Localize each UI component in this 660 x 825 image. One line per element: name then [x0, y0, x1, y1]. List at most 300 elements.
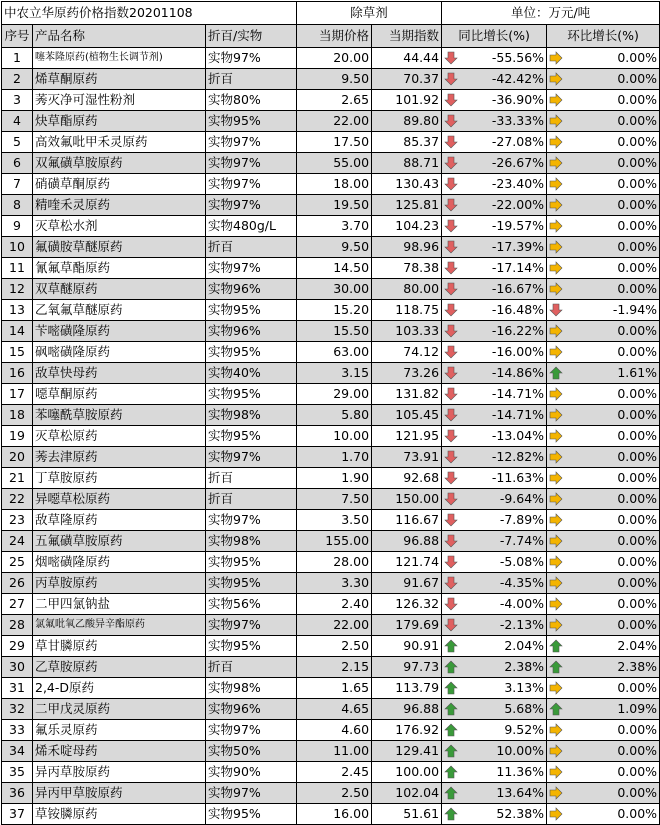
row-product-name: 苄嘧磺隆原药 — [33, 321, 206, 342]
row-price: 22.00 — [297, 111, 372, 132]
row-spec: 实物97% — [206, 510, 297, 531]
row-index: 176.92 — [372, 720, 442, 741]
row-price: 22.00 — [297, 615, 372, 636]
row-yoy-value: -16.00% — [491, 344, 545, 359]
row-yoy — [442, 195, 547, 216]
row-yoy — [442, 594, 547, 615]
arrow-down-icon — [444, 219, 458, 233]
row-yoy — [442, 657, 547, 678]
row-index: 125.81 — [372, 195, 442, 216]
row-mom-value: 1.09% — [617, 701, 658, 716]
row-product-name: 精喹禾灵原药 — [33, 195, 206, 216]
row-spec: 折百 — [206, 489, 297, 510]
row-mom — [547, 174, 660, 195]
row-yoy — [442, 342, 547, 363]
arrow-right-icon — [549, 429, 563, 443]
arrow-down-icon — [444, 72, 458, 86]
row-index: 150.00 — [372, 489, 442, 510]
row-yoy-value: -17.39% — [491, 239, 545, 254]
row-product-name: 乙草胺原药 — [33, 657, 206, 678]
table-row — [2, 216, 660, 237]
arrow-down-icon — [444, 387, 458, 401]
row-mom — [547, 573, 660, 594]
row-product-name: 草铵膦原药 — [33, 804, 206, 825]
table-row — [2, 468, 660, 489]
row-price: 55.00 — [297, 153, 372, 174]
title-row — [2, 2, 660, 25]
table-row — [2, 426, 660, 447]
row-price: 7.50 — [297, 489, 372, 510]
row-yoy-value: -12.82% — [491, 449, 545, 464]
row-price: 10.00 — [297, 426, 372, 447]
row-mom-value: 0.00% — [617, 806, 658, 821]
row-product-name: 敌草快母药 — [33, 363, 206, 384]
arrow-down-icon — [444, 114, 458, 128]
row-mom — [547, 426, 660, 447]
arrow-up-icon — [549, 702, 563, 716]
row-spec: 实物97% — [206, 48, 297, 69]
arrow-up-icon — [444, 660, 458, 674]
row-yoy — [442, 510, 547, 531]
row-seq: 37 — [2, 804, 33, 825]
row-seq: 16 — [2, 363, 33, 384]
arrow-down-icon — [444, 135, 458, 149]
row-product-name: 氯氟吡氧乙酸异辛酯原药 — [33, 615, 206, 636]
row-yoy-value: -33.33% — [491, 113, 545, 128]
arrow-down-icon — [444, 408, 458, 422]
row-yoy — [442, 552, 547, 573]
arrow-up-icon — [444, 765, 458, 779]
arrow-down-icon — [444, 324, 458, 338]
row-yoy-value: -7.89% — [499, 512, 545, 527]
row-yoy-value: -11.63% — [491, 470, 545, 485]
row-index: 74.12 — [372, 342, 442, 363]
row-product-name: 丁草胺原药 — [33, 468, 206, 489]
arrow-right-icon — [549, 387, 563, 401]
row-mom-value: 0.00% — [617, 239, 658, 254]
row-mom-value: 0.00% — [617, 407, 658, 422]
table-row — [2, 90, 660, 111]
row-mom-value: 0.00% — [617, 260, 658, 275]
row-yoy — [442, 615, 547, 636]
row-mom — [547, 48, 660, 69]
row-seq: 4 — [2, 111, 33, 132]
arrow-down-icon — [444, 93, 458, 107]
row-price: 3.30 — [297, 573, 372, 594]
table-row — [2, 258, 660, 279]
row-yoy — [442, 783, 547, 804]
arrow-down-icon — [444, 555, 458, 569]
row-index: 104.23 — [372, 216, 442, 237]
arrow-right-icon — [549, 786, 563, 800]
row-product-name: 噻苯隆原药(植物生长调节剂) — [33, 48, 206, 69]
table-row — [2, 384, 660, 405]
row-index: 96.88 — [372, 699, 442, 720]
row-seq: 12 — [2, 279, 33, 300]
row-yoy-value: -7.74% — [499, 533, 545, 548]
arrow-up-icon — [549, 660, 563, 674]
arrow-down-icon — [444, 450, 458, 464]
row-seq: 24 — [2, 531, 33, 552]
row-mom — [547, 678, 660, 699]
row-yoy-value: -26.67% — [491, 155, 545, 170]
arrow-down-icon — [444, 282, 458, 296]
arrow-right-icon — [549, 534, 563, 548]
row-product-name: 2,4-D原药 — [33, 678, 206, 699]
row-index: 80.00 — [372, 279, 442, 300]
row-mom — [547, 258, 660, 279]
row-spec: 折百 — [206, 69, 297, 90]
row-spec: 实物95% — [206, 636, 297, 657]
arrow-up-icon — [444, 681, 458, 695]
row-spec: 实物90% — [206, 762, 297, 783]
row-price: 2.40 — [297, 594, 372, 615]
row-mom-value: 0.00% — [617, 155, 658, 170]
table-row — [2, 321, 660, 342]
row-index: 116.67 — [372, 510, 442, 531]
arrow-right-icon — [549, 345, 563, 359]
row-yoy-value: -2.13% — [499, 617, 545, 632]
row-mom — [547, 531, 660, 552]
row-index: 92.68 — [372, 468, 442, 489]
row-yoy-value: -13.04% — [491, 428, 545, 443]
row-index: 96.88 — [372, 531, 442, 552]
arrow-right-icon — [549, 198, 563, 212]
row-price: 4.60 — [297, 720, 372, 741]
row-mom — [547, 762, 660, 783]
arrow-down-icon — [444, 198, 458, 212]
row-seq: 9 — [2, 216, 33, 237]
row-spec: 实物98% — [206, 678, 297, 699]
row-spec: 实物95% — [206, 342, 297, 363]
row-yoy — [442, 531, 547, 552]
row-index: 129.41 — [372, 741, 442, 762]
row-yoy-value: -14.71% — [491, 407, 545, 422]
row-seq: 15 — [2, 342, 33, 363]
row-spec: 折百 — [206, 237, 297, 258]
row-mom-value: 0.00% — [617, 134, 658, 149]
row-product-name: 二甲戊灵原药 — [33, 699, 206, 720]
row-product-name: 苯噻酰草胺原药 — [33, 405, 206, 426]
row-mom — [547, 699, 660, 720]
row-mom-value: 0.00% — [617, 680, 658, 695]
arrow-down-icon — [444, 51, 458, 65]
row-yoy-value: -16.22% — [491, 323, 545, 338]
row-spec: 实物480g/L — [206, 216, 297, 237]
row-seq: 36 — [2, 783, 33, 804]
row-mom — [547, 405, 660, 426]
arrow-down-icon — [444, 156, 458, 170]
arrow-up-icon — [444, 639, 458, 653]
arrow-right-icon — [549, 156, 563, 170]
row-yoy — [442, 363, 547, 384]
row-product-name: 草甘膦原药 — [33, 636, 206, 657]
row-spec: 实物95% — [206, 384, 297, 405]
row-product-name: 氰氟草酯原药 — [33, 258, 206, 279]
arrow-up-icon — [444, 723, 458, 737]
table-row — [2, 342, 660, 363]
row-spec: 实物97% — [206, 720, 297, 741]
row-spec: 实物97% — [206, 132, 297, 153]
row-product-name: 烯禾啶母药 — [33, 741, 206, 762]
row-index: 105.45 — [372, 405, 442, 426]
table-row — [2, 153, 660, 174]
arrow-down-icon — [444, 576, 458, 590]
row-spec: 实物96% — [206, 321, 297, 342]
row-product-name: 双氟磺草胺原药 — [33, 153, 206, 174]
table-row — [2, 762, 660, 783]
row-yoy-value: -36.90% — [491, 92, 545, 107]
row-mom-value: 0.00% — [617, 197, 658, 212]
row-mom — [547, 300, 660, 321]
row-seq: 6 — [2, 153, 33, 174]
table-row — [2, 195, 660, 216]
row-price: 2.65 — [297, 90, 372, 111]
row-yoy-value: 52.38% — [496, 806, 545, 821]
row-mom — [547, 594, 660, 615]
row-yoy — [442, 174, 547, 195]
row-index: 85.37 — [372, 132, 442, 153]
row-product-name: 丙草胺原药 — [33, 573, 206, 594]
row-index: 179.69 — [372, 615, 442, 636]
row-mom-value: 0.00% — [617, 323, 658, 338]
row-seq: 32 — [2, 699, 33, 720]
row-mom-value: 0.00% — [617, 617, 658, 632]
row-yoy — [442, 636, 547, 657]
arrow-right-icon — [549, 261, 563, 275]
table-row — [2, 678, 660, 699]
arrow-right-icon — [549, 450, 563, 464]
row-yoy — [442, 447, 547, 468]
table-row — [2, 48, 660, 69]
row-mom-value: 0.00% — [617, 449, 658, 464]
row-product-name: 氟磺胺草醚原药 — [33, 237, 206, 258]
row-mom — [547, 447, 660, 468]
row-seq: 29 — [2, 636, 33, 657]
row-price: 16.00 — [297, 804, 372, 825]
row-yoy-value: -17.14% — [491, 260, 545, 275]
row-spec: 实物96% — [206, 279, 297, 300]
row-yoy — [442, 90, 547, 111]
row-index: 103.33 — [372, 321, 442, 342]
row-index: 70.37 — [372, 69, 442, 90]
row-seq: 31 — [2, 678, 33, 699]
col-header-yoy: 同比增长(%) — [442, 25, 547, 48]
arrow-up-icon — [444, 702, 458, 716]
table-row — [2, 111, 660, 132]
row-mom-value: 2.38% — [617, 659, 658, 674]
row-mom-value: 0.00% — [617, 512, 658, 527]
row-price: 19.50 — [297, 195, 372, 216]
arrow-right-icon — [549, 513, 563, 527]
row-mom — [547, 195, 660, 216]
arrow-down-icon — [444, 471, 458, 485]
arrow-right-icon — [549, 114, 563, 128]
table-row — [2, 699, 660, 720]
row-spec: 实物40% — [206, 363, 297, 384]
table-row — [2, 174, 660, 195]
row-product-name: 灭草松水剂 — [33, 216, 206, 237]
row-mom-value: 0.00% — [617, 533, 658, 548]
row-yoy — [442, 321, 547, 342]
row-price: 4.65 — [297, 699, 372, 720]
row-price: 3.70 — [297, 216, 372, 237]
table-row — [2, 804, 660, 825]
row-product-name: 烟嘧磺隆原药 — [33, 552, 206, 573]
arrow-down-icon — [444, 597, 458, 611]
row-product-name: 异丙甲草胺原药 — [33, 783, 206, 804]
row-index: 89.80 — [372, 111, 442, 132]
arrow-right-icon — [549, 240, 563, 254]
table-row — [2, 69, 660, 90]
row-index: 98.96 — [372, 237, 442, 258]
row-mom — [547, 783, 660, 804]
sheet-title: 中农立华原药价格指数20201108 — [2, 2, 297, 25]
row-mom-value: 0.00% — [617, 92, 658, 107]
arrow-right-icon — [549, 408, 563, 422]
row-spec: 实物97% — [206, 783, 297, 804]
row-yoy-value: 2.04% — [504, 638, 545, 653]
row-mom-value: 0.00% — [617, 218, 658, 233]
price-index-sheet — [1, 1, 659, 825]
row-spec: 实物50% — [206, 741, 297, 762]
row-index: 118.75 — [372, 300, 442, 321]
arrow-up-icon — [444, 786, 458, 800]
row-seq: 3 — [2, 90, 33, 111]
row-yoy — [442, 48, 547, 69]
table-row — [2, 237, 660, 258]
row-index: 121.74 — [372, 552, 442, 573]
header-row — [2, 25, 660, 48]
row-yoy-value: -4.00% — [499, 596, 545, 611]
row-price: 14.50 — [297, 258, 372, 279]
arrow-down-icon — [444, 534, 458, 548]
arrow-down-icon — [444, 513, 458, 527]
arrow-down-icon — [444, 177, 458, 191]
row-product-name: 异噁草松原药 — [33, 489, 206, 510]
table-row — [2, 741, 660, 762]
row-product-name: 硝磺草酮原药 — [33, 174, 206, 195]
arrow-down-icon — [549, 303, 563, 317]
table-row — [2, 636, 660, 657]
row-price: 30.00 — [297, 279, 372, 300]
row-yoy-value: -14.86% — [491, 365, 545, 380]
row-index: 73.26 — [372, 363, 442, 384]
row-spec: 实物97% — [206, 615, 297, 636]
table-row — [2, 489, 660, 510]
table-row — [2, 552, 660, 573]
row-mom — [547, 321, 660, 342]
arrow-right-icon — [549, 576, 563, 590]
row-yoy-value: -9.64% — [499, 491, 545, 506]
row-product-name: 炔草酯原药 — [33, 111, 206, 132]
row-price: 2.45 — [297, 762, 372, 783]
row-price: 3.50 — [297, 510, 372, 531]
arrow-right-icon — [549, 471, 563, 485]
row-seq: 7 — [2, 174, 33, 195]
row-spec: 实物97% — [206, 447, 297, 468]
row-yoy — [442, 405, 547, 426]
row-mom — [547, 720, 660, 741]
row-seq: 5 — [2, 132, 33, 153]
arrow-right-icon — [549, 681, 563, 695]
row-spec: 实物96% — [206, 699, 297, 720]
arrow-up-icon — [549, 639, 563, 653]
arrow-right-icon — [549, 219, 563, 233]
col-header-index: 当期指数 — [372, 25, 442, 48]
row-product-name: 五氟磺草胺原药 — [33, 531, 206, 552]
row-index: 73.91 — [372, 447, 442, 468]
row-price: 17.50 — [297, 132, 372, 153]
arrow-up-icon — [444, 744, 458, 758]
row-price: 1.70 — [297, 447, 372, 468]
row-index: 44.44 — [372, 48, 442, 69]
row-spec: 实物95% — [206, 426, 297, 447]
row-product-name: 烯草酮原药 — [33, 69, 206, 90]
row-seq: 2 — [2, 69, 33, 90]
arrow-right-icon — [549, 555, 563, 569]
category-label: 除草剂 — [297, 2, 442, 25]
arrow-right-icon — [549, 93, 563, 107]
arrow-right-icon — [549, 72, 563, 86]
row-spec: 实物56% — [206, 594, 297, 615]
arrow-right-icon — [549, 135, 563, 149]
row-yoy-value: -14.71% — [491, 386, 545, 401]
row-yoy — [442, 426, 547, 447]
row-mom — [547, 804, 660, 825]
row-yoy-value: -27.08% — [491, 134, 545, 149]
price-table — [1, 1, 660, 825]
row-mom — [547, 468, 660, 489]
row-mom-value: 0.00% — [617, 722, 658, 737]
arrow-right-icon — [549, 618, 563, 632]
row-yoy — [442, 699, 547, 720]
row-seq: 28 — [2, 615, 33, 636]
row-mom-value: 0.00% — [617, 71, 658, 86]
row-yoy-value: 3.13% — [504, 680, 545, 695]
row-yoy-value: -55.56% — [491, 50, 545, 65]
table-row — [2, 132, 660, 153]
row-price: 11.00 — [297, 741, 372, 762]
row-yoy — [442, 804, 547, 825]
arrow-right-icon — [549, 492, 563, 506]
row-spec: 折百 — [206, 657, 297, 678]
row-spec: 实物80% — [206, 90, 297, 111]
row-yoy — [442, 573, 547, 594]
row-mom — [547, 552, 660, 573]
row-spec: 实物95% — [206, 111, 297, 132]
row-yoy — [442, 678, 547, 699]
row-spec: 折百 — [206, 468, 297, 489]
row-mom — [547, 111, 660, 132]
row-yoy — [442, 300, 547, 321]
row-price: 18.00 — [297, 174, 372, 195]
row-price: 28.00 — [297, 552, 372, 573]
row-index: 90.91 — [372, 636, 442, 657]
arrow-right-icon — [549, 744, 563, 758]
row-price: 1.90 — [297, 468, 372, 489]
row-product-name: 敌草隆原药 — [33, 510, 206, 531]
row-spec: 实物97% — [206, 174, 297, 195]
row-yoy-value: 11.36% — [496, 764, 545, 779]
row-mom-value: 0.00% — [617, 386, 658, 401]
row-mom-value: 0.00% — [617, 470, 658, 485]
row-mom — [547, 741, 660, 762]
row-index: 131.82 — [372, 384, 442, 405]
row-yoy-value: 5.68% — [504, 701, 545, 716]
row-seq: 25 — [2, 552, 33, 573]
row-seq: 27 — [2, 594, 33, 615]
